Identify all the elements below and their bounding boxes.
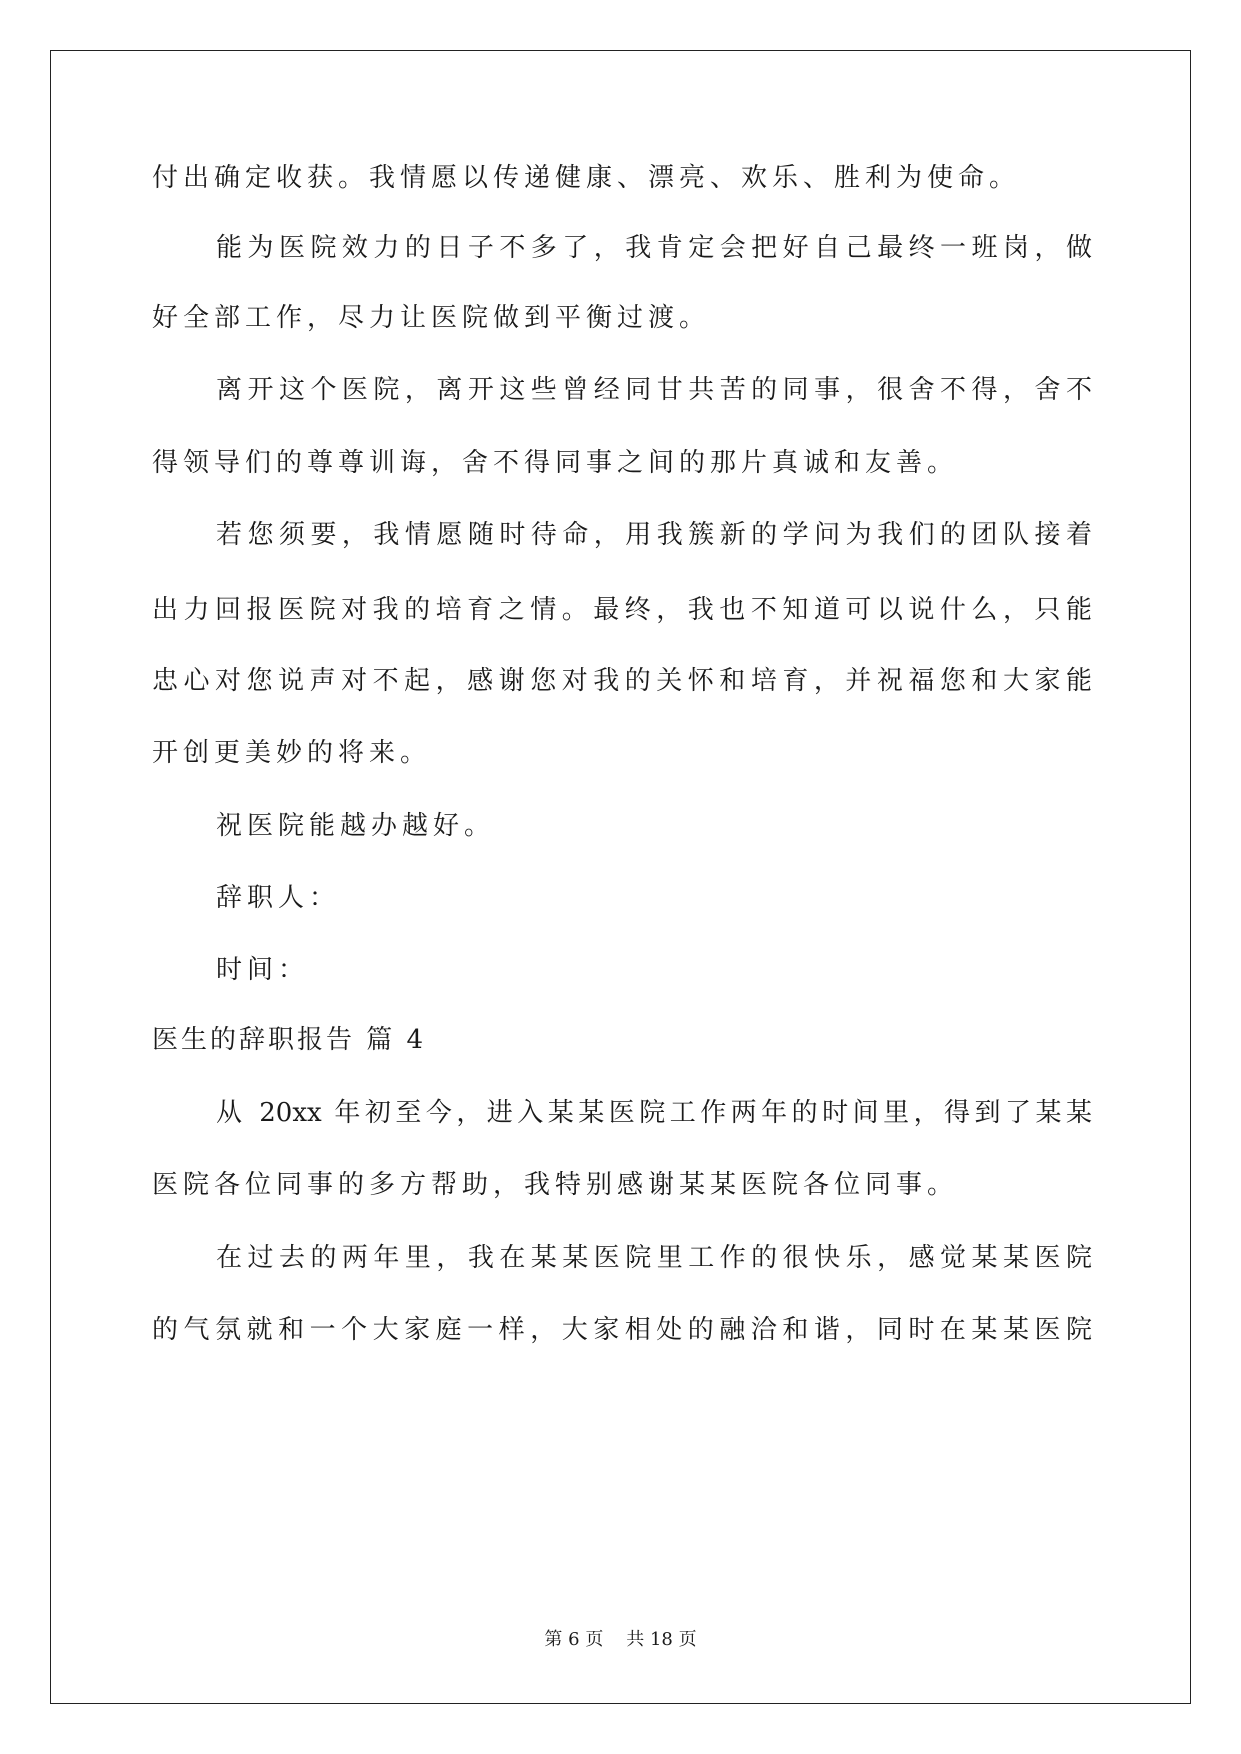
paragraph-start-line: 离开这个医院，离开这些曾经同甘共苦的同事，很舍不得，舍不 [216,375,1092,405]
text-line: 出力回报医院对我的培育之情。最终，我也不知道可以说什么，只能 [152,595,1092,625]
text-line: 开创更美妙的将来。 [152,738,432,768]
page-number: 第 6 页 [544,1629,604,1650]
text-line: 得领导们的尊尊训诲，舍不得同事之间的那片真诚和友善。 [152,448,959,478]
text-line: 忠心对您说声对不起，感谢您对我的关怀和培育，并祝福您和大家能 [152,666,1092,696]
page-footer [0,1628,1241,1652]
text-line: 医院各位同事的多方帮助，我特别感谢某某医院各位同事。 [152,1170,959,1200]
paragraph-start-line: 能为医院效力的日子不多了，我肯定会把好自己最终一班岗，做 [216,233,1092,263]
paragraph-start-line: 在过去的两年里，我在某某医院里工作的很快乐，感觉某某医院 [216,1243,1092,1273]
text-line: 的气氛就和一个大家庭一样，大家相处的融洽和谐，同时在某某医院 [152,1315,1092,1345]
closing-wish: 祝医院能越办越好。 [216,811,496,841]
date-label: 时间： [216,955,310,985]
text-line: 付出确定收获。我情愿以传递健康、漂亮、欢乐、胜利为使命。 [152,163,1021,193]
section-heading: 医生的辞职报告 篇 4 [152,1025,427,1055]
signature-label: 辞职人： [216,883,341,913]
paragraph-start-line: 从 20xx 年初至今，进入某某医院工作两年的时间里，得到了某某 [216,1098,1092,1128]
paragraph-start-line: 若您须要，我情愿随时待命，用我簇新的学问为我们的团队接着 [216,520,1092,550]
page-total: 共 18 页 [626,1629,697,1650]
text-line: 好全部工作，尽力让医院做到平衡过渡。 [152,303,711,333]
